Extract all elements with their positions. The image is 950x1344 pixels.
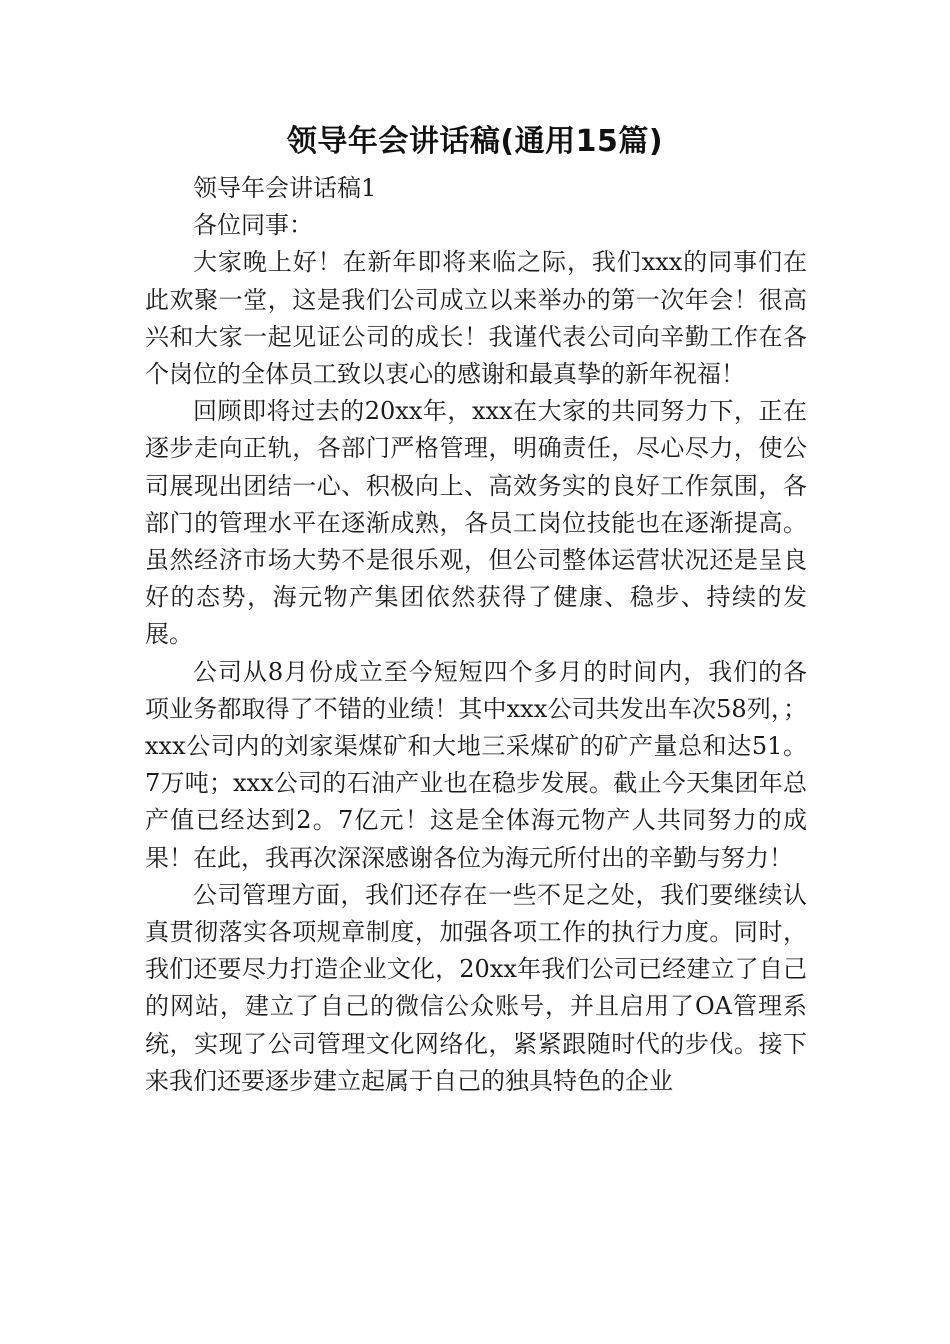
- paragraph-2: 回顾即将过去的20xx年，xxx在大家的共同努力下，正在逐步走向正轨，各部门严格管理，明确责任，尽心尽力，使公司展现出团结一心、积极向上、高效务实的良好工作氛围，各部门的管理水平在逐渐成熟，各员工岗位技能也在逐渐提高。虽然经济市场大势不是很乐观，但公司整体运营状况还是呈良好的态势，海元物产集团依然获得了健康、稳步、持续的发展。: [145, 397, 807, 649]
- paragraph-1: 大家晚上好！在新年即将来临之际，我们xxx的同事们在此欢聚一堂，这是我们公司成立以来举办的第一次年会！很高兴和大家一起见证公司的成长！我谨代表公司向辛勤工作在各个岗位的全体员工致以衷心的感谢和最真挚的新年祝福！: [145, 248, 807, 389]
- paragraph-4: 公司管理方面，我们还存在一些不足之处，我们要继续认真贯彻落实各项规章制度，加强各项工作的执行力度。同时，我们还要尽力打造企业文化，20xx年我们公司已经建立了自己的网站，建立了自己的微信公众账号，并且启用了OA管理系统，实现了公司管理文化网络化，紧紧跟随时代的步伐。接下来我们还要逐步建立起属于自己的独具特色的企业: [145, 880, 807, 1095]
- document-body: [145, 170, 807, 1100]
- document-title: 领导年会讲话稿(通用15篇): [286, 124, 664, 159]
- salutation: 各位同事：: [193, 211, 313, 240]
- section-heading: 领导年会讲话稿1: [193, 174, 377, 202]
- paragraph-3: 公司从8月份成立至今短短四个多月的时间内，我们的各项业务都取得了不错的业绩！其中xxx公司共发出车次58列，；xxx公司内的刘家渠煤矿和大地三采煤矿的矿产量总和达51。7万吨；xxx公司的石油产业也在稳步发展。截止今天集团年总产值已经达到2。7亿元！这是全体海元物产人共同努力的成果！在此，我再次深深感谢各位为海元所付出的辛勤与努力！: [145, 657, 807, 872]
